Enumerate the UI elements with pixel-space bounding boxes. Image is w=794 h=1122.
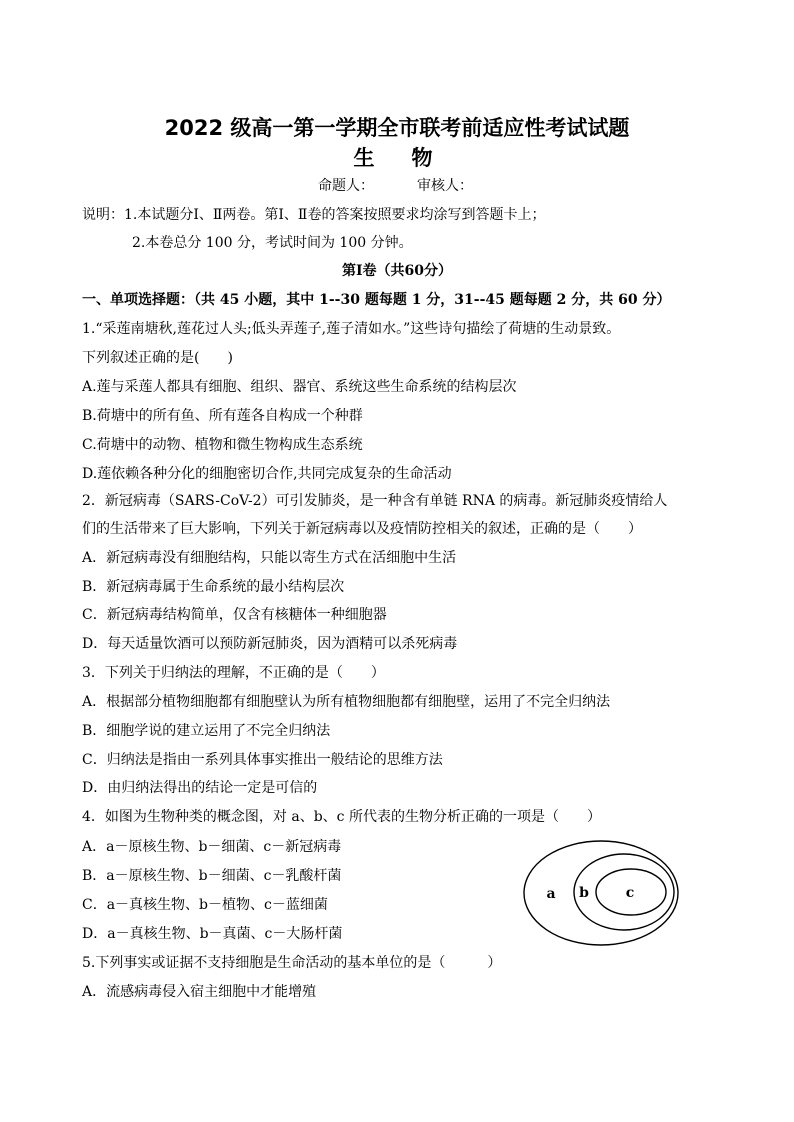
label-b: b (579, 885, 589, 901)
question-1-option-b: B.荷塘中的所有鱼、所有莲各自构成一个种群 (82, 408, 363, 424)
ellipse-b (574, 854, 674, 930)
question-3-option-d: D．由归纳法得出的结论一定是可信的 (82, 780, 318, 796)
question-3-stem: 3．下列关于归纳法的理解，不正确的是（ ） (82, 665, 385, 681)
question-2-stem-line-1: 2．新冠病毒（SARS-CoV-2）可引发肺炎，是一种含有单链 RNA 的病毒。新冠肺炎疫情给人 (82, 493, 668, 509)
question-4-stem: 4．如图为生物种类的概念图，对 a、b、c 所代表的生物分析正确的一项是（ ） (82, 809, 601, 825)
question-1-option-c: C.荷塘中的动物、植物和微生物构成生态系统 (82, 437, 363, 453)
concept-diagram (522, 838, 682, 950)
question-5-stem: 5.下列事实或证据不支持细胞是生命活动的基本单位的是（ ） (82, 955, 502, 971)
question-4-option-b: B．a－原核生物、b－细菌、c－乳酸杆菌 (82, 868, 342, 884)
part-title: 第Ⅰ卷（共60分） (341, 263, 453, 279)
question-2-option-d: D．每天适量饮酒可以预防新冠肺炎，因为酒精可以杀死病毒 (82, 636, 458, 652)
label-c: c (625, 885, 635, 901)
reviewer-label: 审核人： (417, 178, 473, 194)
exam-title: 2022 级高一第一学期全市联考前适应性考试试题 (164, 116, 630, 140)
question-1-option-a: A.莲与采莲人都具有细胞、组织、器官、系统这些生命系统的结构层次 (82, 379, 517, 395)
question-4-option-d: D．a－真核生物、b－真菌、c－大肠杆菌 (82, 926, 343, 942)
question-2-option-b: B．新冠病毒属于生命系统的最小结构层次 (82, 579, 345, 595)
question-2-stem-line-2: 们的生活带来了巨大影响，下列关于新冠病毒以及疫情防控相关的叙述，正确的是（ ） (82, 521, 642, 537)
question-1-stem-line-2: 下列叙述正确的是( ) (82, 350, 233, 366)
question-1-option-d: D.莲依赖各种分化的细胞密切合作,共同完成复杂的生命活动 (82, 466, 452, 482)
question-4-option-a: A．a－原核生物、b－细菌、c－新冠病毒 (82, 839, 342, 855)
instruction-line-1: 说明：1.本试题分Ⅰ、Ⅱ两卷。第Ⅰ、Ⅱ卷的答案按照要求均涂写到答题卡上； (82, 207, 546, 223)
question-2-option-a: A．新冠病毒没有细胞结构，只能以寄生方式在活细胞中生活 (82, 550, 457, 566)
question-5-option-a: A．流感病毒侵入宿主细胞中才能增殖 (82, 984, 317, 1000)
instruction-line-2: 2.本卷总分 100 分，考试时间为 100 分钟。 (132, 235, 413, 251)
setter-label: 命题人： (318, 178, 374, 194)
question-3-option-b: B．细胞学说的建立运用了不完全归纳法 (82, 723, 331, 739)
question-2-option-c: C．新冠病毒结构简单，仅含有核糖体一种细胞器 (82, 607, 387, 623)
label-a: a (546, 886, 556, 902)
subject-title: 生 物 (353, 146, 441, 170)
question-3-option-a: A．根据部分植物细胞都有细胞壁认为所有植物细胞都有细胞壁，运用了不完全归纳法 (82, 694, 611, 710)
section-title: 一、单项选择题：（共 45 小题，其中 1--30 题每题 1 分，31--45 题每题 2 分，共 60 分） (82, 292, 671, 308)
question-1-stem-line-1: 1.“采莲南塘秋,莲花过人头;低头弄莲子,莲子清如水。”这些诗句描绘了荷塘的生动景致。 (82, 321, 621, 337)
question-3-option-c: C．归纳法是指由一系列具体事实推出一般结论的思维方法 (82, 752, 443, 768)
question-4-option-c: C．a－真核生物、b－植物、c－蓝细菌 (82, 897, 328, 913)
